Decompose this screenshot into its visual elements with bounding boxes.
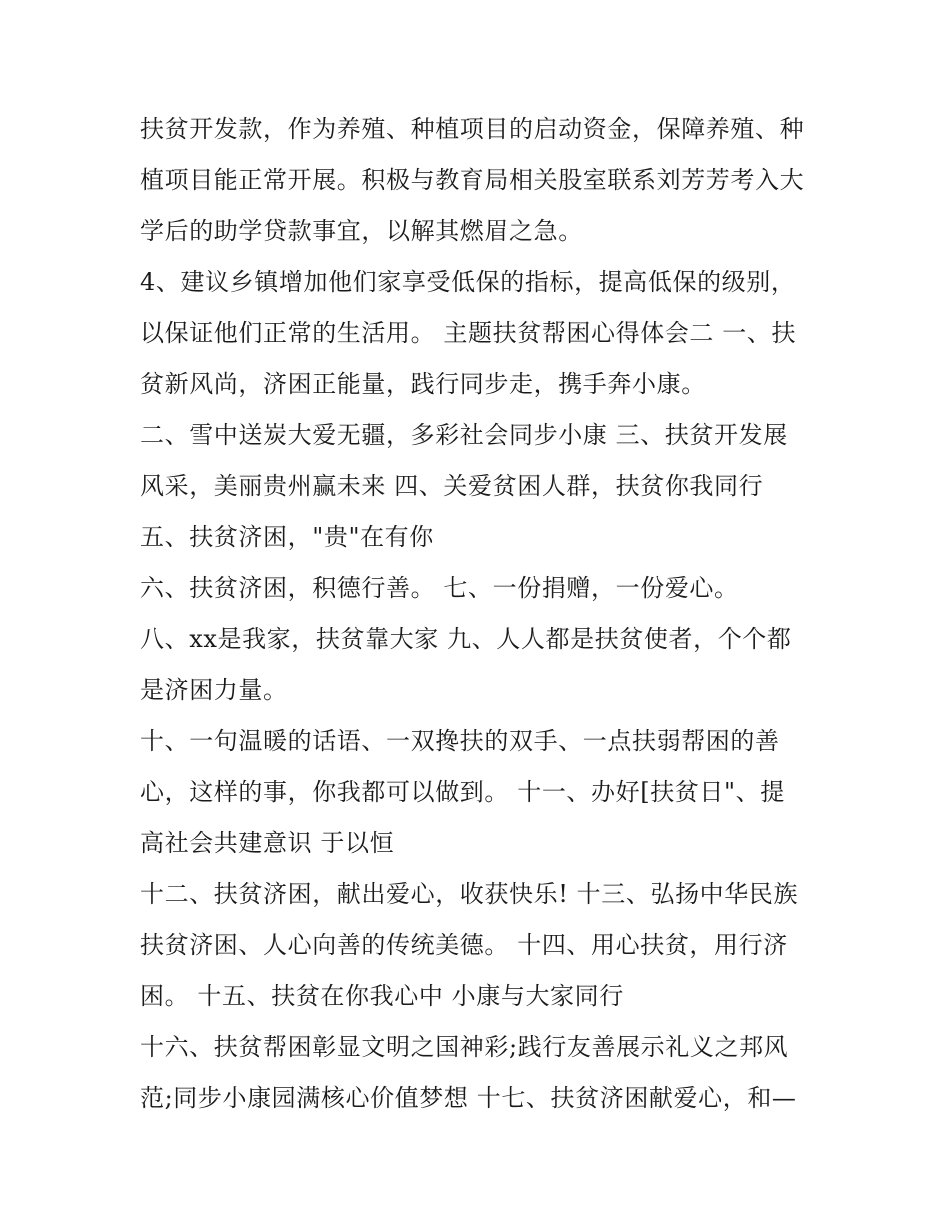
text-line: 十六、扶贫帮困彰显文明之国神彩;践行友善展示礼义之邦风 xyxy=(140,1033,789,1061)
text-line: 八、xx是我家，扶贫靠大家 九、人人都是扶贫使者，个个都 xyxy=(140,625,792,653)
paragraph xyxy=(140,410,820,512)
text-line: 高社会共建意识 于以恒 xyxy=(140,829,395,857)
text-line: 范;同步小康园满核心价值梦想 十七、扶贫济困献爱心，和— xyxy=(140,1084,797,1112)
text-line: 是济困力量。 xyxy=(140,676,288,704)
text-line: 十二、扶贫济困，献出爱心，收获快乐! 十三、弘扬中华民族 xyxy=(140,880,799,908)
text-line: 扶贫济困、人心向善的传统美德。 十四、用心扶贫，用行济 xyxy=(140,931,788,959)
text-line: 贫新风尚，济困正能量，践行同步走，携手奔小康。 xyxy=(140,370,706,398)
paragraph xyxy=(140,716,820,869)
paragraph xyxy=(140,257,820,410)
text-line: 扶贫开发款，作为养殖、种植项目的启动资金，保障养殖、种 xyxy=(140,115,805,143)
paragraph xyxy=(140,614,820,716)
paragraph xyxy=(140,563,820,614)
text-line: 二、雪中送炭大爱无疆，多彩社会同步小康 三、扶贫开发展 xyxy=(140,421,788,449)
text-line: 困。 十五、扶贫在你我心中 小康与大家同行 xyxy=(140,982,624,1010)
text-line: 五、扶贫济困，"贵"在有你 xyxy=(140,523,434,551)
text-line: 十、一句温暖的话语、一双搀扶的双手、一点扶弱帮困的善 xyxy=(140,727,780,755)
text-line: 风采，美丽贵州赢未来 四、关爱贫困人群，扶贫你我同行 xyxy=(140,472,764,500)
text-line: 4、建议乡镇增加他们家享受低保的指标，提高低保的级别， xyxy=(140,268,796,296)
text-line: 六、扶贫济困，积德行善。 七、一份捐赠，一份爱心。 xyxy=(140,574,739,602)
text-line: 以保证他们正常的生活用。 主题扶贫帮困心得体会二 一、扶 xyxy=(140,319,797,347)
paragraph xyxy=(140,512,820,563)
paragraph xyxy=(140,104,820,257)
text-line: 学后的助学贷款事宜，以解其燃眉之急。 xyxy=(140,217,583,245)
text-line: 心，这样的事，你我都可以做到。 十一、办好[扶贫日"、提 xyxy=(140,778,785,806)
text-line: 植项目能正常开展。积极与教育局相关股室联系刘芳芳考入大 xyxy=(140,166,805,194)
document-body xyxy=(140,104,820,1124)
paragraph xyxy=(140,1022,820,1124)
paragraph xyxy=(140,869,820,1022)
